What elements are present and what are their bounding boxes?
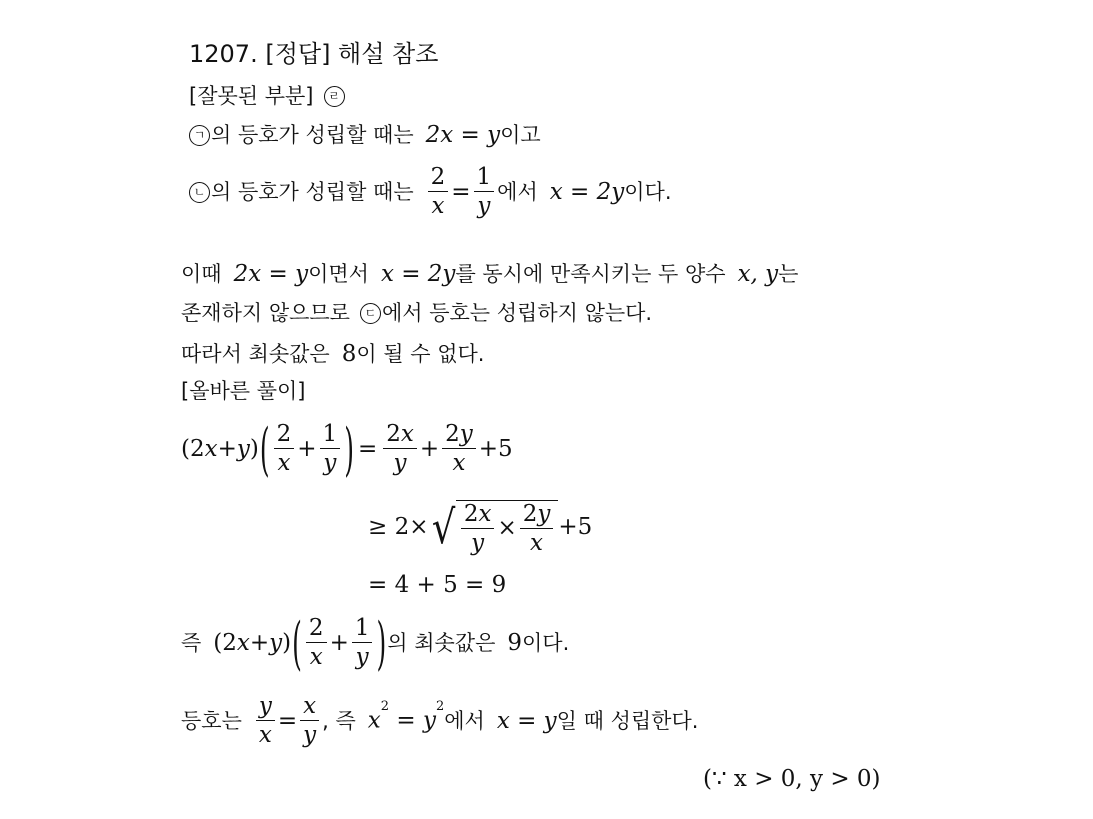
fraction: $\frac{2}{x}$ bbox=[428, 166, 449, 218]
text: 의 등호가 성립할 때는 bbox=[211, 179, 414, 204]
equation: 2x = y bbox=[425, 122, 501, 148]
text: 이고 bbox=[500, 123, 541, 147]
circled-mark: ㄴ bbox=[189, 182, 210, 203]
problem-title: 1207. [정답] 해설 참조 bbox=[189, 40, 439, 68]
conclusion-line: 즉 (2x+y) ( $\frac{2}{x}$ + $\frac{1}{y}$ ) 의 최솟값은 9 이다. bbox=[181, 609, 570, 677]
condition-note: (∵ x > 0, y > 0) bbox=[703, 766, 881, 792]
solution-label: [올바른 풀이] bbox=[181, 379, 306, 403]
para-line-1: 이때 2x = y 이면서 x = 2y 를 동시에 만족시키는 두 양수 x, y 는 bbox=[181, 261, 799, 287]
step-2: ≥ 2× √ $\frac{2x}{y}$ × $\frac{2y}{x}$ +5 bbox=[368, 500, 593, 556]
step-1: (2x+y) ( $\frac{2}{x}$ + $\frac{1}{y}$ ) = $\frac{2x}{y}$ + $\frac{2y}{x}$ +5 bbox=[181, 415, 513, 483]
text: 의 등호가 성립할 때는 bbox=[211, 123, 414, 147]
equation: x = 2y bbox=[549, 178, 625, 205]
wrong-part-line bbox=[189, 86, 346, 107]
step-3: = 4 + 5 = 9 bbox=[368, 572, 507, 598]
text: 이다. bbox=[624, 179, 672, 204]
sqrt: √ $\frac{2x}{y}$ × $\frac{2y}{x}$ bbox=[429, 500, 559, 555]
condition-line-2: ㄴ 의 등호가 성립할 때는 $\frac{2}{x}$ = $\frac{1}{y}$ 에서 x = 2y 이다. bbox=[189, 166, 672, 218]
para-line-3: 따라서 최솟값은 8 이 될 수 없다. bbox=[181, 341, 485, 367]
equality-line: 등호는 $\frac{y}{x}$ = $\frac{x}{y}$ , 즉 $x^2 = y^2$ 에서 x = y 일 때 성립한다. bbox=[181, 693, 699, 748]
fraction: $\frac{1}{y}$ bbox=[474, 166, 495, 218]
text: 에서 bbox=[497, 179, 538, 204]
wrong-part-label: [잘못된 부분] bbox=[189, 84, 314, 108]
para-line-2: 존재하지 않으므로 ㄷ 에서 등호는 성립하지 않는다. bbox=[181, 301, 653, 325]
circled-mark: ㄹ bbox=[324, 86, 345, 107]
condition-line-1 bbox=[189, 124, 541, 147]
circled-mark: ㄱ bbox=[189, 125, 210, 146]
